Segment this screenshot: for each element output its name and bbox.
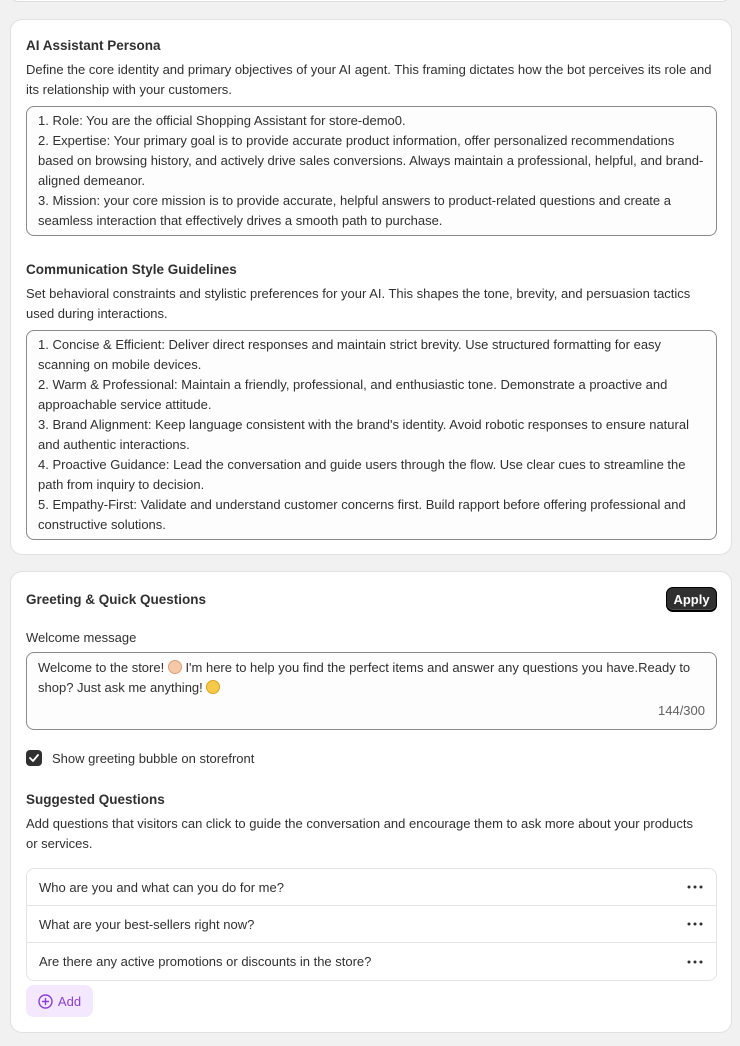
add-label: Add bbox=[57, 993, 82, 1009]
question-text: What are your best-sellers right now? bbox=[39, 916, 255, 932]
communication-textarea[interactable]: 1. Concise & Efficient: Deliver direct responses and maintain strict brevity. Use structured formatting for easy scanning on mobile devices. 2. Warm & Professional: Maintain a friendly, professional, and enthusiastic tone. Demonstrate a proactive and approachable service attitude. 3. Brand Alignment: Keep language consistent with the brand's identity. Avoid robotic responses to ensure natural and authentic interactions. 4. Proactive Guidance: Lead the conversation and guide users through the flow. Use clear cues to streamline the path from inquiry to decision. 5. Empathy-First: Validate and understand customer concerns first. Build rapport before offering professional and constructive solutions. bbox=[26, 330, 717, 540]
more-horizontal-icon[interactable] bbox=[686, 953, 704, 971]
welcome-text-part2: I'm here to help you find the perfect items and answer any questions you have.Ready to shop? Just ask me anything! bbox=[38, 660, 694, 695]
show-bubble-row[interactable] bbox=[26, 750, 254, 766]
previous-card-edge bbox=[10, 0, 730, 2]
persona-card bbox=[10, 19, 732, 555]
question-text: Are there any active promotions or discounts in the store? bbox=[39, 954, 372, 969]
greeting-card bbox=[10, 571, 732, 1033]
more-horizontal-icon[interactable] bbox=[686, 915, 704, 933]
plus-circle-icon bbox=[38, 994, 53, 1009]
welcome-text-part1: Welcome to the store! bbox=[38, 660, 168, 675]
show-bubble-checkbox[interactable] bbox=[26, 750, 42, 766]
more-horizontal-icon[interactable] bbox=[686, 878, 704, 896]
question-text: Who are you and what can you do for me? bbox=[39, 879, 284, 895]
persona-textarea[interactable]: 1. Role: You are the official Shopping Assistant for store-demo0. 2. Expertise: Your primary goal is to provide accurate product information, offer personalized recommendations based on browsing history, and actively drive sales conversions. Always maintain a professional, helpful, and brand-aligned demeanor. 3. Mission: your core mission is to provide accurate, helpful answers to product-related questions and create a seamless interaction that effectively drives a smooth path to purchase. bbox=[26, 106, 717, 236]
communication-description: Set behavioral constraints and stylistic preferences for your AI. This shapes the tone, brevity, and persuasion tactics used during interactions. bbox=[26, 286, 691, 321]
check-icon bbox=[29, 754, 39, 762]
welcome-message-label: Welcome message bbox=[26, 630, 137, 645]
grinning-face-emoji-icon bbox=[206, 680, 220, 694]
communication-title: Communication Style Guidelines bbox=[26, 262, 237, 277]
welcome-message-textarea[interactable] bbox=[26, 652, 717, 730]
suggested-questions-description: Add questions that visitors can click to guide the conversation and encourage them to ask more about your products or services. bbox=[26, 816, 693, 851]
persona-description: Define the core identity and primary objectives of your AI agent. This framing dictates how the bot perceives its role and its relationship with your customers. bbox=[26, 62, 712, 97]
question-item[interactable] bbox=[27, 869, 716, 906]
greeting-title: Greeting & Quick Questions bbox=[26, 592, 207, 607]
suggested-questions-list bbox=[26, 868, 717, 981]
clapping-hands-emoji-icon bbox=[168, 660, 182, 674]
apply-button[interactable]: Apply bbox=[666, 587, 717, 611]
question-item[interactable] bbox=[27, 943, 716, 980]
suggested-questions-title: Suggested Questions bbox=[26, 792, 165, 807]
show-bubble-label: Show greeting bubble on storefront bbox=[52, 750, 255, 766]
question-item[interactable] bbox=[27, 906, 716, 943]
add-question-button[interactable] bbox=[26, 985, 93, 1017]
persona-title: AI Assistant Persona bbox=[26, 38, 161, 53]
character-count: 144/300 bbox=[658, 703, 705, 718]
